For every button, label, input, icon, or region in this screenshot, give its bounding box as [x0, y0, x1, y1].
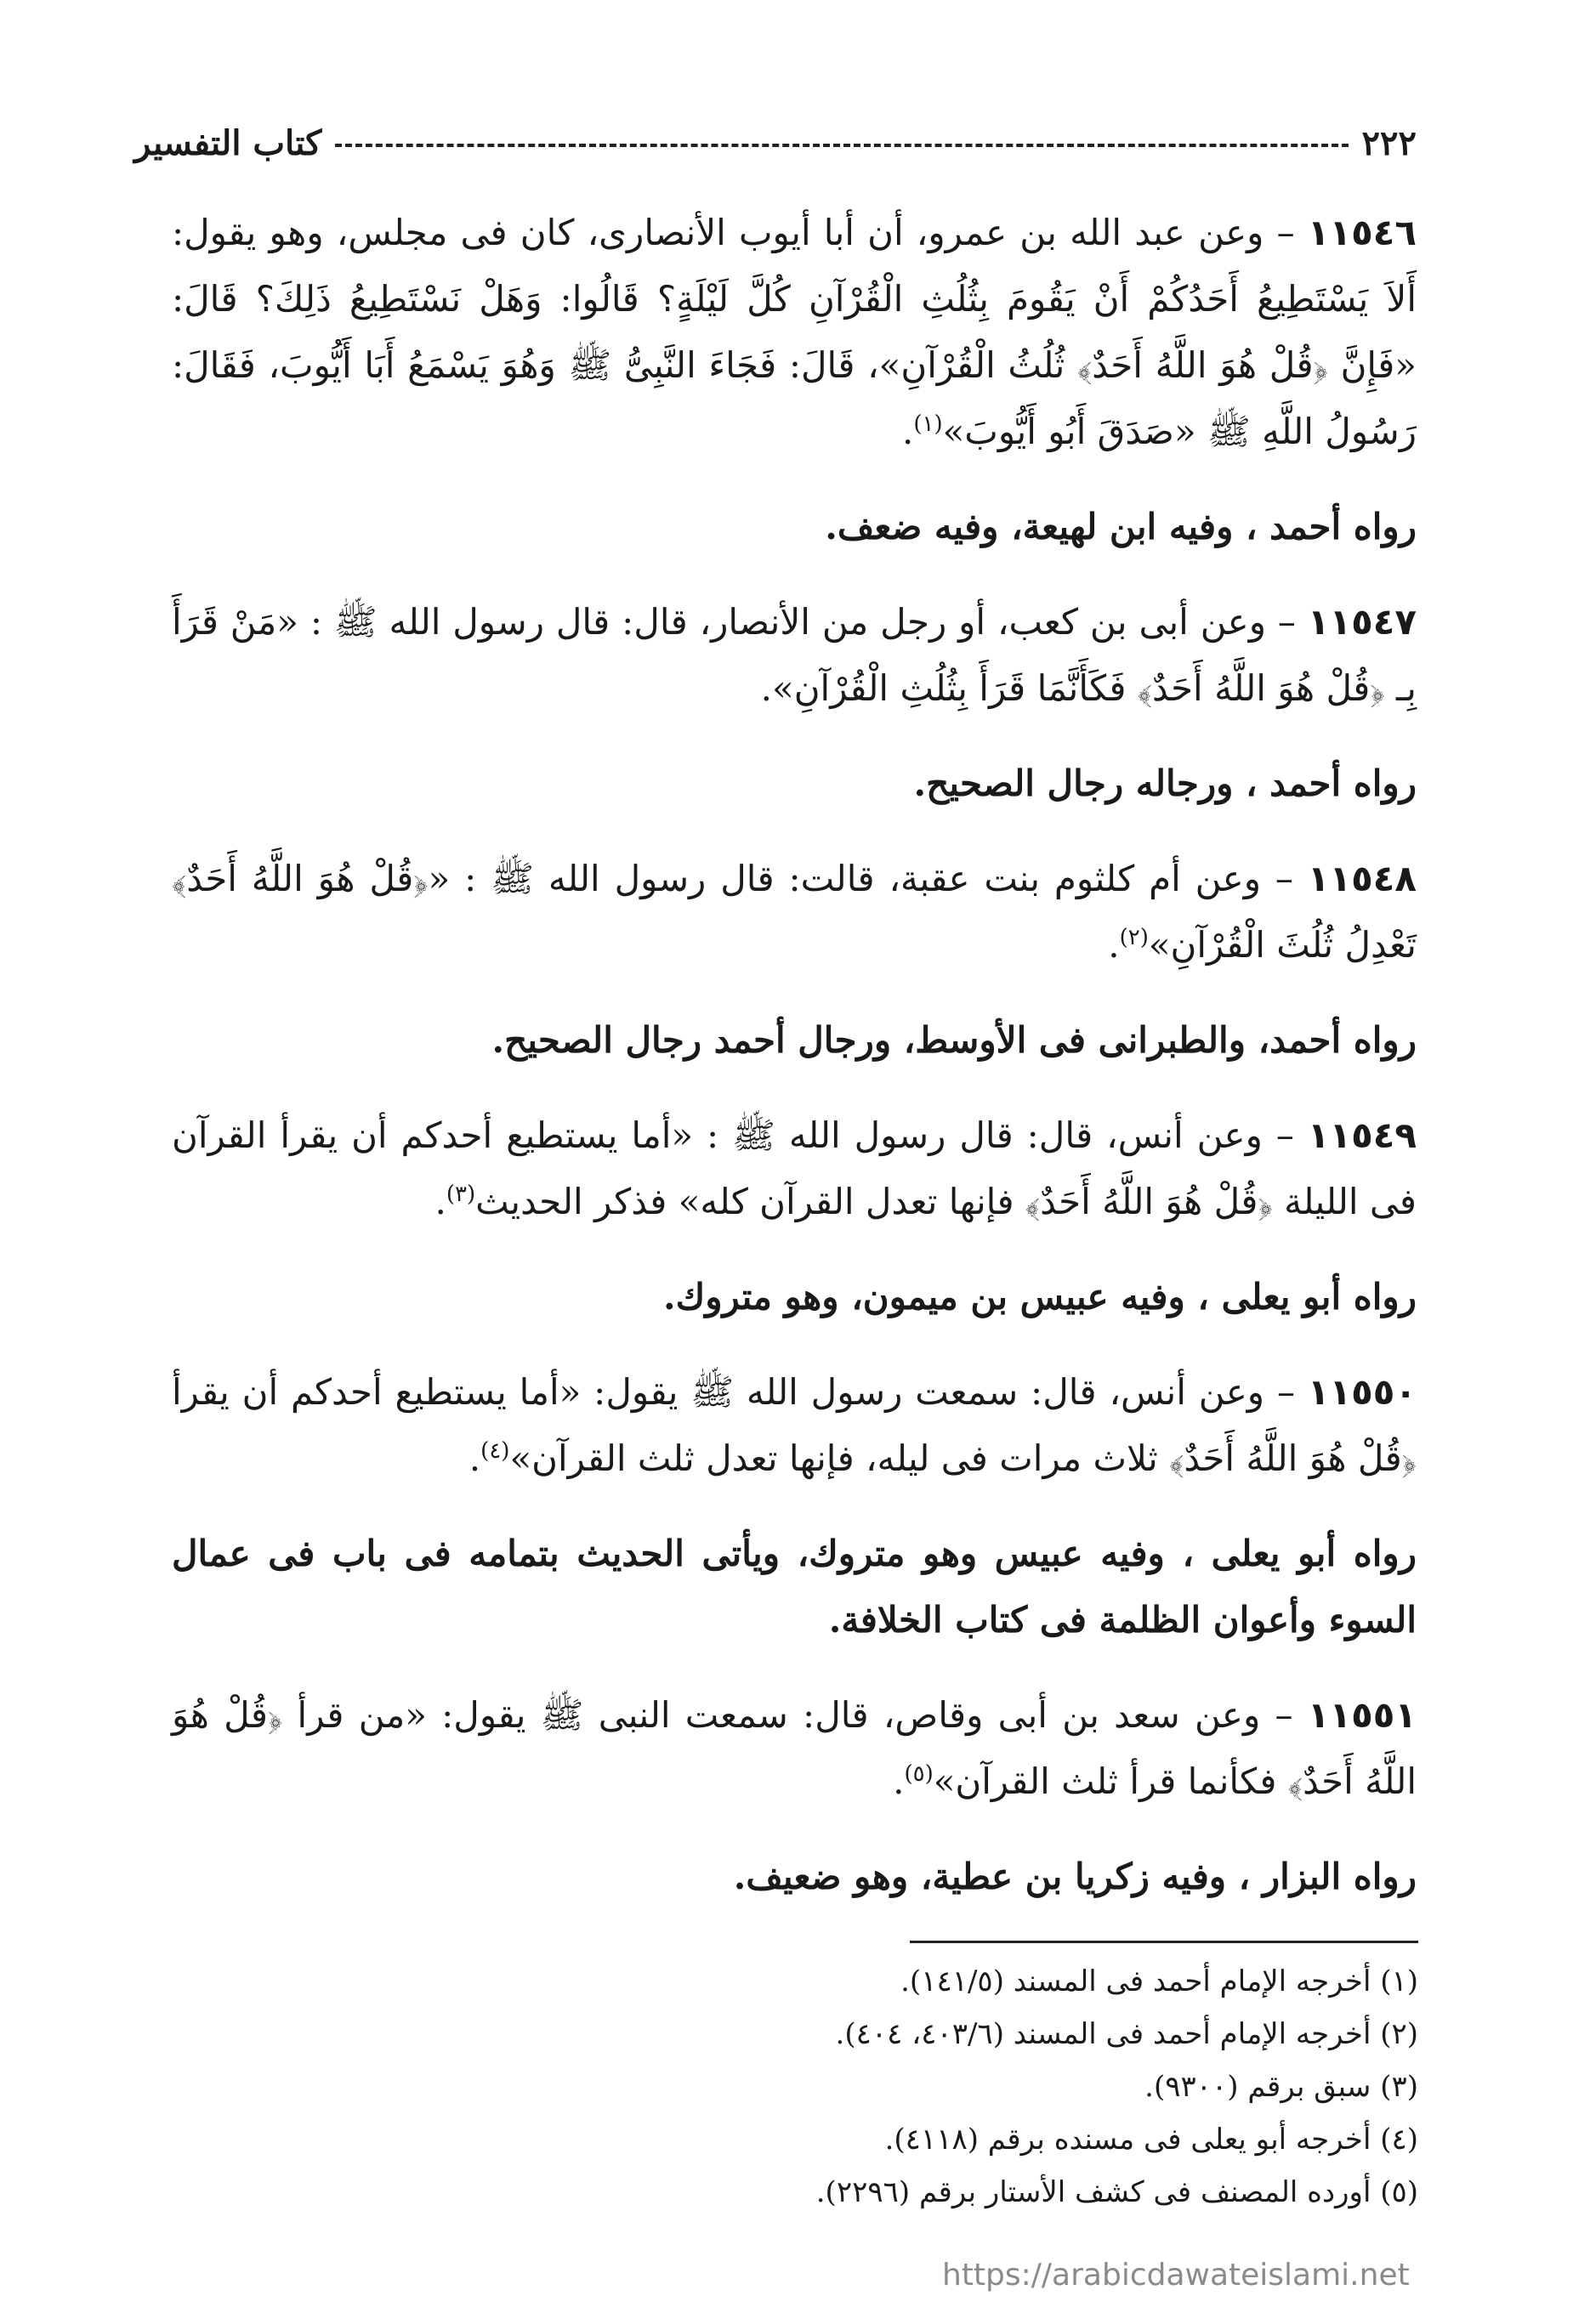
narration-source: رواه أحمد ، وفيه ابن لهيعة، وفيه ضعف. [825, 506, 1417, 547]
footnote-item: (٣) سبق برقم (٩٣٠٠). [1144, 2070, 1418, 2104]
footnote-ref: (٣) [446, 1182, 476, 1207]
footnote-ref: (٢) [1119, 925, 1149, 950]
main-text [172, 200, 1417, 1939]
hadith-entry: ١١٥٤٩ – وعن أنس، قال: قال رسول الله ﷺ : «أما يستطيع أحدكم أن يقرأ القرآن فى الليلة ﴿قُلْ هُوَ اللَّهُ أَحَدٌ﴾ فإنها تعدل القرآن كله» فذكر الحديث$^{(٣)}$. [172, 1114, 1417, 1222]
hadith-text: – وعن أنس، قال: سمعت رسول الله ﷺ يقول: «أما يستطيع أحدكم أن يقرأ ﴿قُلْ هُوَ اللَّهُ أَحَدٌ﴾ ثلاث مرات فى ليله، فإنها تعدل ثلث القرآن» [172, 1371, 1417, 1479]
footnote-ref: (٥) [904, 1761, 934, 1787]
book-title: كتاب التفسير [134, 122, 322, 163]
footnote-item: (٢) أخرجه الإمام أحمد فى المسند (٤٠٣/٦، ٤٠٤). [835, 2017, 1418, 2051]
header-dashed-rule [335, 144, 1348, 147]
hadith-entry [172, 589, 1417, 722]
hadith-text: – وعن سعد بن أبى وقاص، قال: سمعت النبى ﷺ يقول: «من قرأ ﴿قُلْ هُوَ اللَّهُ أَحَدٌ﴾ فكأنما قرأ ثلث القرآن» [172, 1694, 1417, 1802]
hadith-number: ١١٥٤٨ [1307, 858, 1417, 899]
hadith-entry: ١١٥٥١ – وعن سعد بن أبى وقاص، قال: سمعت النبى ﷺ يقول: «من قرأ ﴿قُلْ هُوَ اللَّهُ أَحَدٌ﴾ فكأنما قرأ ثلث القرآن»$^{(٥)}$. [172, 1694, 1417, 1802]
running-header [134, 117, 1417, 168]
hadith-entry: ١١٥٤٨ – وعن أم كلثوم بنت عقبة، قالت: قال رسول الله ﷺ : «﴿قُلْ هُوَ اللَّهُ أَحَدٌ﴾ تَعْدِلُ ثُلُثَ الْقُرْآنِ»$^{(٢)}$. [172, 858, 1417, 966]
footnote-item: (١) أخرجه الإمام أحمد فى المسند (١٤١/٥). [900, 1964, 1418, 1998]
narration-source: رواه البزار ، وفيه زكريا بن عطية، وهو ضعيف. [733, 1856, 1417, 1897]
watermark-url: https://arabicdawateislami.net [942, 2258, 1410, 2293]
hadith-text: – وعن أنس، قال: قال رسول الله ﷺ : «أما يستطيع أحدكم أن يقرأ القرآن فى الليلة ﴿قُلْ هُوَ اللَّهُ أَحَدٌ﴾ فإنها تعدل القرآن كله» فذكر الحديث [172, 1114, 1417, 1222]
footnotes [173, 1955, 1418, 2219]
hadith-number: ١١٥٥١ [1307, 1694, 1417, 1736]
footnote-separator [910, 1941, 1418, 1943]
hadith-entry: ١١٥٥٠ – وعن أنس، قال: سمعت رسول الله ﷺ يقول: «أما يستطيع أحدكم أن يقرأ ﴿قُلْ هُوَ اللَّهُ أَحَدٌ﴾ ثلاث مرات فى ليله، فإنها تعدل ثلث القرآن»$^{(٤)}$. [172, 1371, 1417, 1479]
footnote-item: (٥) أورده المصنف فى كشف الأستار برقم (٢٢٩٦). [815, 2175, 1418, 2209]
hadith-text: – وعن أم كلثوم بنت عقبة، قالت: قال رسول الله ﷺ : «﴿قُلْ هُوَ اللَّهُ أَحَدٌ﴾ تَعْدِلُ ثُلُثَ الْقُرْآنِ» [172, 858, 1417, 966]
hadith-number: ١١٥٤٦ [1307, 212, 1417, 253]
narration-source: رواه أبو يعلى ، وفيه عبيس وهو متروك، ويأتى الحديث بتمامه فى باب فى عمال السوء وأعوان الظلمة فى كتاب الخلافة. [172, 1533, 1417, 1641]
footnote-item: (٤) أخرجه أبو يعلى فى مسنده برقم (٤١١٨). [884, 2123, 1418, 2157]
hadith-text: – وعن أبى بن كعب، أو رجل من الأنصار، قال: قال رسول الله ﷺ : «مَنْ قَرَأَ بِـ ﴿قُلْ هُوَ اللَّهُ أَحَدٌ﴾ فَكَأَنَّمَا قَرَأَ بِثُلُثِ الْقُرْآنِ». [172, 601, 1417, 709]
hadith-number: ١١٥٤٩ [1307, 1114, 1417, 1156]
hadith-number: ١١٥٥٠ [1307, 1371, 1417, 1413]
narration-source: رواه أحمد، والطبرانى فى الأوسط، ورجال أحمد رجال الصحيح. [491, 1019, 1417, 1061]
narration-source: رواه أحمد ، ورجاله رجال الصحيح. [913, 762, 1417, 804]
footnote-ref: (١) [913, 411, 943, 437]
hadith-text: – وعن عبد الله بن عمرو، أن أبا أيوب الأنصارى، كان فى مجلس، وهو يقول: أَلاَ يَسْتَطِيعُ أَحَدُكُمْ أَنْ يَقُومَ بِثُلُثِ الْقُرْآنِ كُلَّ لَيْلَةٍ؟ قَالُوا: وَهَلْ نَسْتَطِيعُ ذَلِكَ؟ قَالَ: «فَإِنَّ ﴿قُلْ هُوَ اللَّهُ أَحَدٌ﴾ ثُلُثُ الْقُرْآنِ»، قَالَ: فَجَاءَ النَّبِىُّ ﷺ وَهُوَ يَسْمَعُ أَبَا أَيُّوبَ، فَقَالَ: رَسُولُ اللَّهِ ﷺ «صَدَقَ أَبُو أَيُّوبَ» [172, 212, 1417, 452]
page-number: ٢٢٢ [1361, 122, 1417, 163]
narration-source: رواه أبو يعلى ، وفيه عبيس بن ميمون، وهو متروك. [662, 1276, 1417, 1318]
hadith-number: ١١٥٤٧ [1307, 601, 1417, 643]
footnote-ref: (٤) [480, 1438, 510, 1464]
hadith-entry: ١١٥٤٦ – وعن عبد الله بن عمرو، أن أبا أيوب الأنصارى، كان فى مجلس، وهو يقول: أَلاَ يَسْتَطِيعُ أَحَدُكُمْ أَنْ يَقُومَ بِثُلُثِ الْقُرْآنِ كُلَّ لَيْلَةٍ؟ قَالُوا: وَهَلْ نَسْتَطِيعُ ذَلِكَ؟ قَالَ: «فَإِنَّ ﴿قُلْ هُوَ اللَّهُ أَحَدٌ﴾ ثُلُثُ الْقُرْآنِ»، قَالَ: فَجَاءَ النَّبِىُّ ﷺ وَهُوَ يَسْمَعُ أَبَا أَيُّوبَ، فَقَالَ: رَسُولُ اللَّهِ ﷺ «صَدَقَ أَبُو أَيُّوبَ»$^{(١)}$. [172, 212, 1417, 452]
